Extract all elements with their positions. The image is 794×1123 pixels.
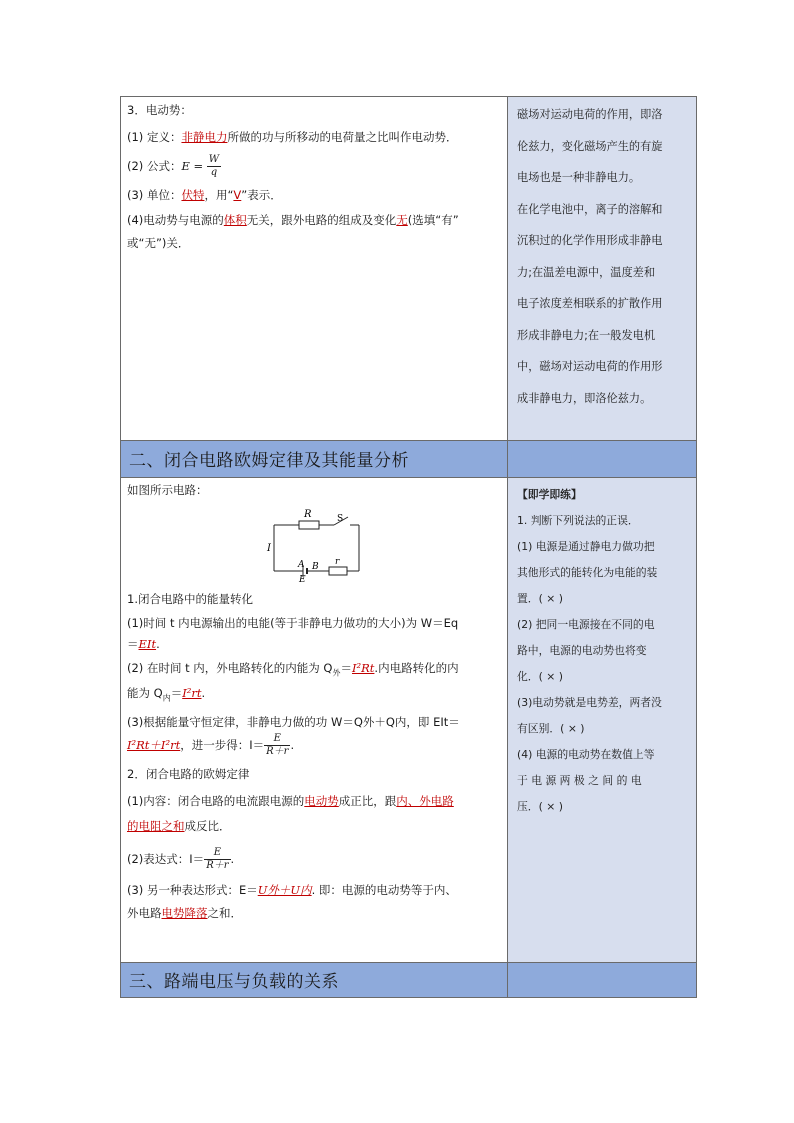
circuit-intro: 如图所示电路： [127, 483, 208, 497]
emf-unit: (3) 单位：伏特，用“V”表示． [127, 188, 282, 202]
answer-energy-sum: I²Rt＋I²rt [127, 737, 181, 752]
emf-definition: (1) 定义：非静电力所做的功与所移动的电荷量之比叫作电动势． [127, 130, 458, 144]
label-r-lower: r [335, 557, 340, 567]
side-note-line: 形成非静电力;在一般发电机 [517, 328, 656, 342]
answer-nonelectrostatic-force: 非静电力 [181, 130, 228, 144]
label-r-upper: R [304, 509, 312, 520]
practice-line: (4) 电源的电动势在数值上等 [517, 748, 655, 761]
answer-potential-drop: 电势降落 [161, 905, 208, 920]
emf-section [121, 97, 508, 440]
ohm-law-heading: 2．闭合电路的欧姆定律 [127, 766, 250, 781]
side-note-line: 中，磁场对运动电荷的作用形 [517, 360, 663, 373]
section-header-2 [121, 440, 696, 478]
energy-p2-cont: 能为 $Q_内=I^2rt$. [127, 686, 206, 703]
answer-i2rt-inner: I²rt [182, 686, 202, 701]
practice-line: (2) 把同一电源接在不同的电 [517, 618, 655, 631]
section-title-3: 三、路端电压与负载的关系 [129, 972, 339, 992]
closed-circuit-section [121, 478, 508, 962]
practice-line: 其他形式的能转化为电能的装 [517, 566, 658, 579]
side-note-line: 力;在温差电源中，温度差和 [517, 265, 656, 279]
fraction-e-over-rr: $\frac{E}{R+r}$ [266, 732, 289, 757]
answer-volume: 体积 [223, 213, 247, 227]
answer-none: 无 [396, 213, 408, 227]
label-switch: S [337, 514, 344, 524]
label-current: I [267, 543, 271, 554]
practice-line: 压．( × ) [517, 800, 563, 813]
practice-panel [508, 478, 696, 962]
answer-v-symbol: V [233, 188, 242, 202]
side-note-line: 电场也是一种非静电力。 [517, 171, 641, 184]
energy-p1-cont: ＝EIt. [127, 637, 160, 651]
practice-line: (1) 电源是通过静电力做功把 [517, 540, 655, 553]
energy-p3-cont: I²Rt＋I²rt，进一步得：I＝ $\frac{E}{R+r}$ . [127, 732, 295, 757]
side-note-line: 电子浓度差相联系的扩散作用 [517, 297, 663, 310]
practice-title: 【即学即练】 [517, 488, 582, 501]
ohm-alt-form-cont: 外电路电势降落之和． [127, 905, 242, 920]
practice-line: (3)电动势就是电势差，两者没 [517, 696, 662, 709]
side-note-line: 在化学电池中，离子的溶解和 [517, 202, 663, 216]
emf-relation: (4)电动势与电源的体积无关，跟外电路的组成及变化无(选填“有” [127, 213, 459, 227]
emf-heading: 3．电动势： [127, 103, 192, 117]
answer-inner-outer: 内、外电路 [396, 793, 454, 808]
practice-question: 1. 判断下列说法的正误． [517, 514, 639, 527]
energy-heading: 1.闭合电路中的能量转化 [127, 592, 253, 606]
ohm-content-cont: 的电阻之和成反比． [127, 818, 231, 833]
answer-eit: EIt [138, 637, 157, 651]
emf-relation-cont: 或“无”)关． [127, 236, 190, 250]
label-a: A [298, 560, 305, 570]
label-e: E [299, 575, 306, 583]
practice-line: 置．( × ) [517, 592, 563, 605]
label-b: B [312, 562, 319, 572]
energy-p1: (1)时间 t 内电源输出的电能(等于非静电力做功的大小)为 W＝Eq [127, 616, 459, 630]
emf-formula: (2) 公式：E = $\frac{W}{q}$ [127, 154, 220, 178]
side-note-line: 磁场对运动电荷的作用，即洛 [517, 108, 663, 121]
fraction-ohm: $\frac{E}{R+r}$ [206, 846, 229, 871]
circuit-diagram [121, 501, 508, 583]
answer-emf: 电动势 [304, 793, 339, 808]
answer-resistance-sum: 的电阻之和 [127, 818, 185, 833]
side-note-emf [508, 97, 696, 440]
answer-u-sum: U外＋U内 [257, 882, 312, 897]
fraction-w-over-q: $\frac{W}{q}$ [208, 154, 220, 178]
side-note-line: 成非静电力，即洛伦兹力。 [517, 391, 652, 405]
section-title-2: 二、闭合电路欧姆定律及其能量分析 [129, 451, 409, 471]
answer-i2rt-outer: I²Rt [351, 661, 375, 675]
energy-p3: (3)根据能量守恒定律，非静电力做的功 W＝Q外＋Q内，即 EIt＝ [127, 714, 460, 729]
practice-line: 于 电 源 两 极 之 间 的 电 [517, 774, 642, 787]
energy-p2: (2) 在时间 t 内，外电路转化的内能为 $Q_外=I^2Rt$.内电路转化的内 [127, 661, 459, 678]
answer-volt: 伏特 [181, 188, 205, 202]
ohm-expression: (2)表达式：I＝ $\frac{E}{R+r}$ . [127, 846, 235, 871]
practice-line: 化．( × ) [517, 670, 563, 683]
side-note-line: 伦兹力，变化磁场产生的有旋 [517, 139, 663, 153]
ohm-alt-form: (3) 另一种表达形式：E＝U外＋U内. 即：电源的电动势等于内、 [127, 882, 457, 897]
section-header-3 [121, 962, 696, 997]
content-table [120, 96, 697, 998]
practice-line: 路中，电源的电动势也将变 [517, 644, 647, 657]
ohm-content: (1)内容：闭合电路的电流跟电源的电动势成正比，跟内、外电路 [127, 793, 454, 808]
side-note-line: 沉积过的化学作用形成非静电 [517, 234, 663, 247]
practice-line: 有区别．( × ) [517, 722, 585, 735]
